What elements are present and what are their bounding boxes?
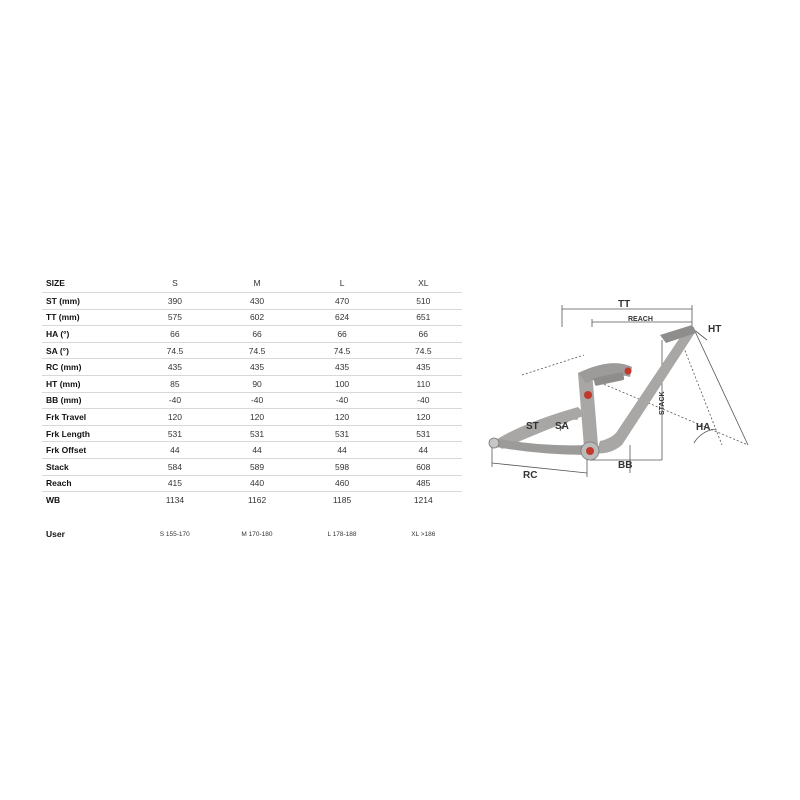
row-label: WB: [46, 494, 61, 505]
row-label: TT (mm): [42, 309, 135, 326]
size-m-value: 66: [215, 326, 300, 343]
size-s-value: 575: [135, 309, 214, 326]
user-size-xl: XL >186: [411, 530, 436, 538]
size-s-value: 120: [135, 409, 214, 426]
tt-label: TT: [618, 299, 631, 310]
st-label: ST: [526, 421, 539, 432]
table-row: [42, 342, 462, 359]
table-row: [42, 309, 462, 326]
table-row: [42, 326, 462, 343]
size-s-value: 584: [135, 458, 214, 475]
table-row: [42, 442, 462, 459]
row-label: Frk Length: [42, 425, 135, 442]
size-m-value: 440: [215, 475, 300, 492]
user-size-m: M 170-180: [241, 530, 273, 538]
size-xl-value: 510: [385, 293, 462, 310]
size-l-value: 531: [300, 425, 385, 442]
table-row: [42, 359, 462, 376]
size-s-value: 415: [135, 475, 214, 492]
user-size-l: L 178-188: [327, 530, 357, 538]
size-m-value: 44: [215, 442, 300, 459]
size-xl-value: 485: [385, 475, 462, 492]
size-s-value: 74.5: [135, 342, 214, 359]
row-label: SA (°): [42, 342, 135, 359]
stack-label: STACK: [659, 391, 666, 415]
size-m-value: -40: [215, 392, 300, 409]
user-row: [42, 528, 462, 540]
size-l-value: 1185: [332, 494, 352, 505]
row-label: Reach: [42, 475, 135, 492]
size-l-value: 624: [300, 309, 385, 326]
row-label: BB (mm): [42, 392, 135, 409]
table-row: [42, 293, 462, 310]
table-row: [42, 409, 462, 426]
size-s-value: 66: [135, 326, 214, 343]
size-s-value: 390: [135, 293, 214, 310]
size-xl-value: 435: [385, 359, 462, 376]
size-m-value: 435: [215, 359, 300, 376]
user-size-s: S 155-170: [159, 530, 190, 538]
size-l-value: 74.5: [300, 342, 385, 359]
row-label: HT (mm): [42, 375, 135, 392]
size-l-value: 460: [300, 475, 385, 492]
size-s-header: S: [135, 274, 214, 293]
size-l-value: 44: [300, 442, 385, 459]
row-label: Stack: [42, 458, 135, 475]
rc-label: RC: [523, 470, 538, 481]
size-xl-value: 531: [385, 425, 462, 442]
size-s-value: 531: [135, 425, 214, 442]
size-m-value: 1162: [247, 494, 267, 505]
ha-label: HA: [696, 422, 711, 433]
geometry-table: [42, 274, 462, 508]
row-label: ST (mm): [42, 293, 135, 310]
size-xl-value: 1214: [413, 494, 433, 505]
table-header-row: [42, 274, 462, 293]
size-m-value: 74.5: [215, 342, 300, 359]
ht-label: HT: [708, 324, 722, 335]
user-size-table: [42, 528, 462, 540]
size-xl-value: 44: [385, 442, 462, 459]
size-xl-value: 66: [385, 326, 462, 343]
sa-label: SA: [555, 421, 569, 432]
size-xl-value: 74.5: [385, 342, 462, 359]
row-label: Frk Travel: [42, 409, 135, 426]
table-row: [42, 375, 462, 392]
size-m-header: M: [215, 274, 300, 293]
size-s-value: 44: [135, 442, 214, 459]
table-row: [42, 458, 462, 475]
size-xl-value: 120: [385, 409, 462, 426]
user-label: User: [46, 529, 65, 539]
size-xl-header: XL: [385, 274, 462, 293]
reach-label: REACH: [628, 316, 653, 323]
row-label: Frk Offset: [42, 442, 135, 459]
table-row: [42, 392, 462, 409]
table-row: [42, 492, 462, 508]
frame-geometry-diagram: [482, 295, 782, 495]
size-xl-value: 110: [385, 375, 462, 392]
size-l-value: -40: [300, 392, 385, 409]
size-m-value: 120: [215, 409, 300, 426]
row-label: RC (mm): [42, 359, 135, 376]
size-l-value: 100: [300, 375, 385, 392]
size-xl-value: 651: [385, 309, 462, 326]
row-label: HA (°): [42, 326, 135, 343]
size-m-value: 90: [215, 375, 300, 392]
size-m-value: 589: [215, 458, 300, 475]
size-m-value: 602: [215, 309, 300, 326]
size-s-value: -40: [135, 392, 214, 409]
size-l-value: 66: [300, 326, 385, 343]
size-s-value: 1134: [165, 494, 185, 505]
bb-label: BB: [618, 460, 633, 471]
size-l-value: 120: [300, 409, 385, 426]
size-l-header: L: [300, 274, 385, 293]
size-l-value: 435: [300, 359, 385, 376]
size-header-label: SIZE: [42, 274, 135, 293]
size-m-value: 531: [215, 425, 300, 442]
size-s-value: 85: [135, 375, 214, 392]
size-xl-value: -40: [385, 392, 462, 409]
size-l-value: 598: [300, 458, 385, 475]
table-row: [42, 425, 462, 442]
size-l-value: 470: [300, 293, 385, 310]
table-row: [42, 475, 462, 492]
size-xl-value: 608: [385, 458, 462, 475]
size-s-value: 435: [135, 359, 214, 376]
size-m-value: 430: [215, 293, 300, 310]
